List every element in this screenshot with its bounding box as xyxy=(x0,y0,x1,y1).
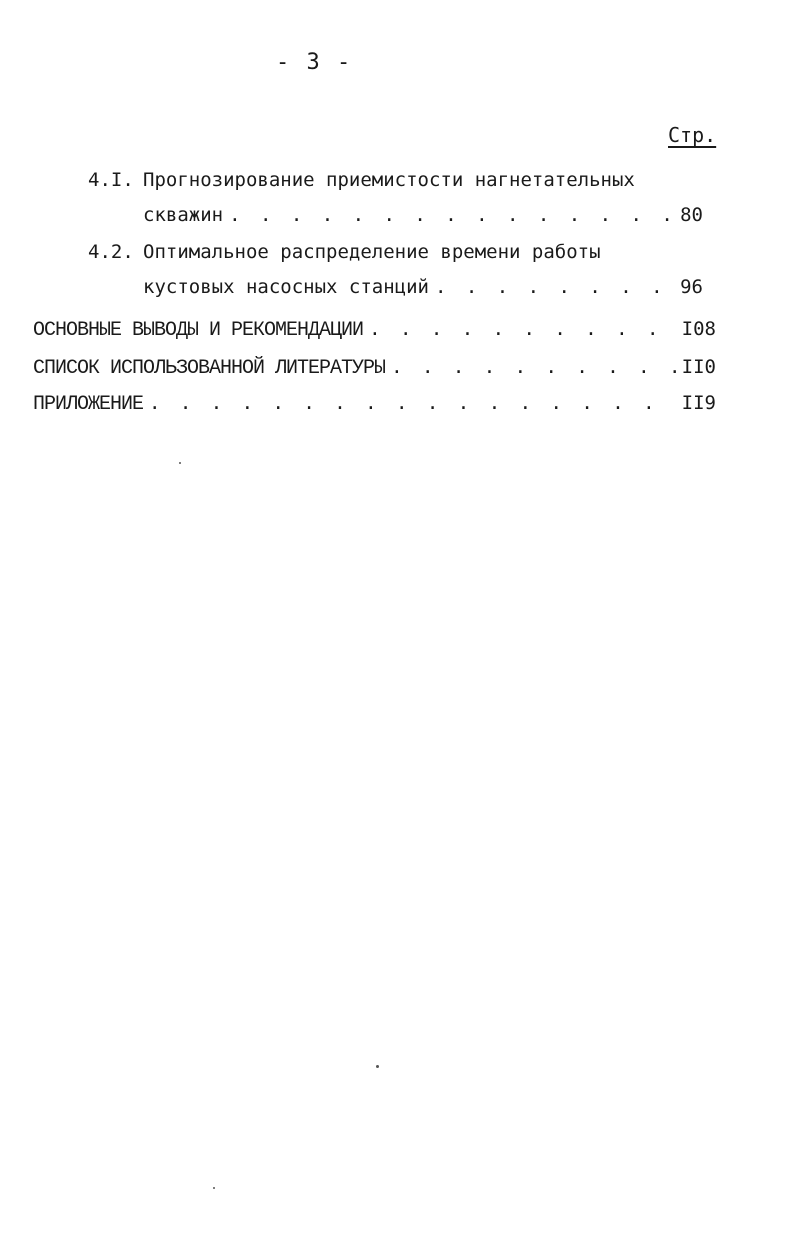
toc-entry-4-2[interactable] xyxy=(143,278,703,297)
toc-entry-conclusions[interactable] xyxy=(33,320,716,341)
toc-section-4-2-page: 96 xyxy=(680,276,703,298)
dot-leader xyxy=(429,278,676,297)
toc-section-4-1-page: 80 xyxy=(680,204,703,226)
toc-conclusions-title: ОСНОВНЫЕ ВЫВОДЫ И РЕКОМЕНДАЦИИ xyxy=(33,319,364,342)
toc-entry-4-1[interactable] xyxy=(143,206,703,225)
page-number: - 3 - xyxy=(276,50,353,75)
dot-leader xyxy=(363,320,678,339)
toc-conclusions-page: I08 xyxy=(681,318,716,340)
scan-speck xyxy=(213,1187,215,1189)
toc-section-4-2-title-line2: кустовых насосных станций xyxy=(143,276,429,298)
toc-entry-appendix[interactable] xyxy=(33,394,716,415)
toc-entry-references[interactable] xyxy=(33,358,716,379)
toc-appendix-page: II9 xyxy=(681,392,716,414)
scan-speck xyxy=(376,1065,379,1068)
scan-speck xyxy=(179,462,181,464)
page-column-header: Стр. xyxy=(668,123,717,147)
toc-references-page: II0 xyxy=(681,356,716,378)
toc-section-4-2-number: 4.2. xyxy=(88,241,134,263)
toc-section-4-1-title-line1: Прогнозирование приемистости нагнетательных xyxy=(143,169,635,191)
toc-appendix-title: ПРИЛОЖЕНИЕ xyxy=(33,393,144,416)
toc-references-title: СПИСОК ИСПОЛЬЗОВАННОЙ ЛИТЕРАТУРЫ xyxy=(33,357,386,380)
dot-leader xyxy=(143,394,678,413)
dot-leader xyxy=(385,358,678,377)
toc-section-4-1-number: 4.I. xyxy=(88,169,134,191)
dot-leader xyxy=(223,206,676,225)
toc-section-4-2-title-line1: Оптимальное распределение времени работы xyxy=(143,241,601,263)
toc-section-4-1-title-line2: скважин xyxy=(143,204,224,226)
